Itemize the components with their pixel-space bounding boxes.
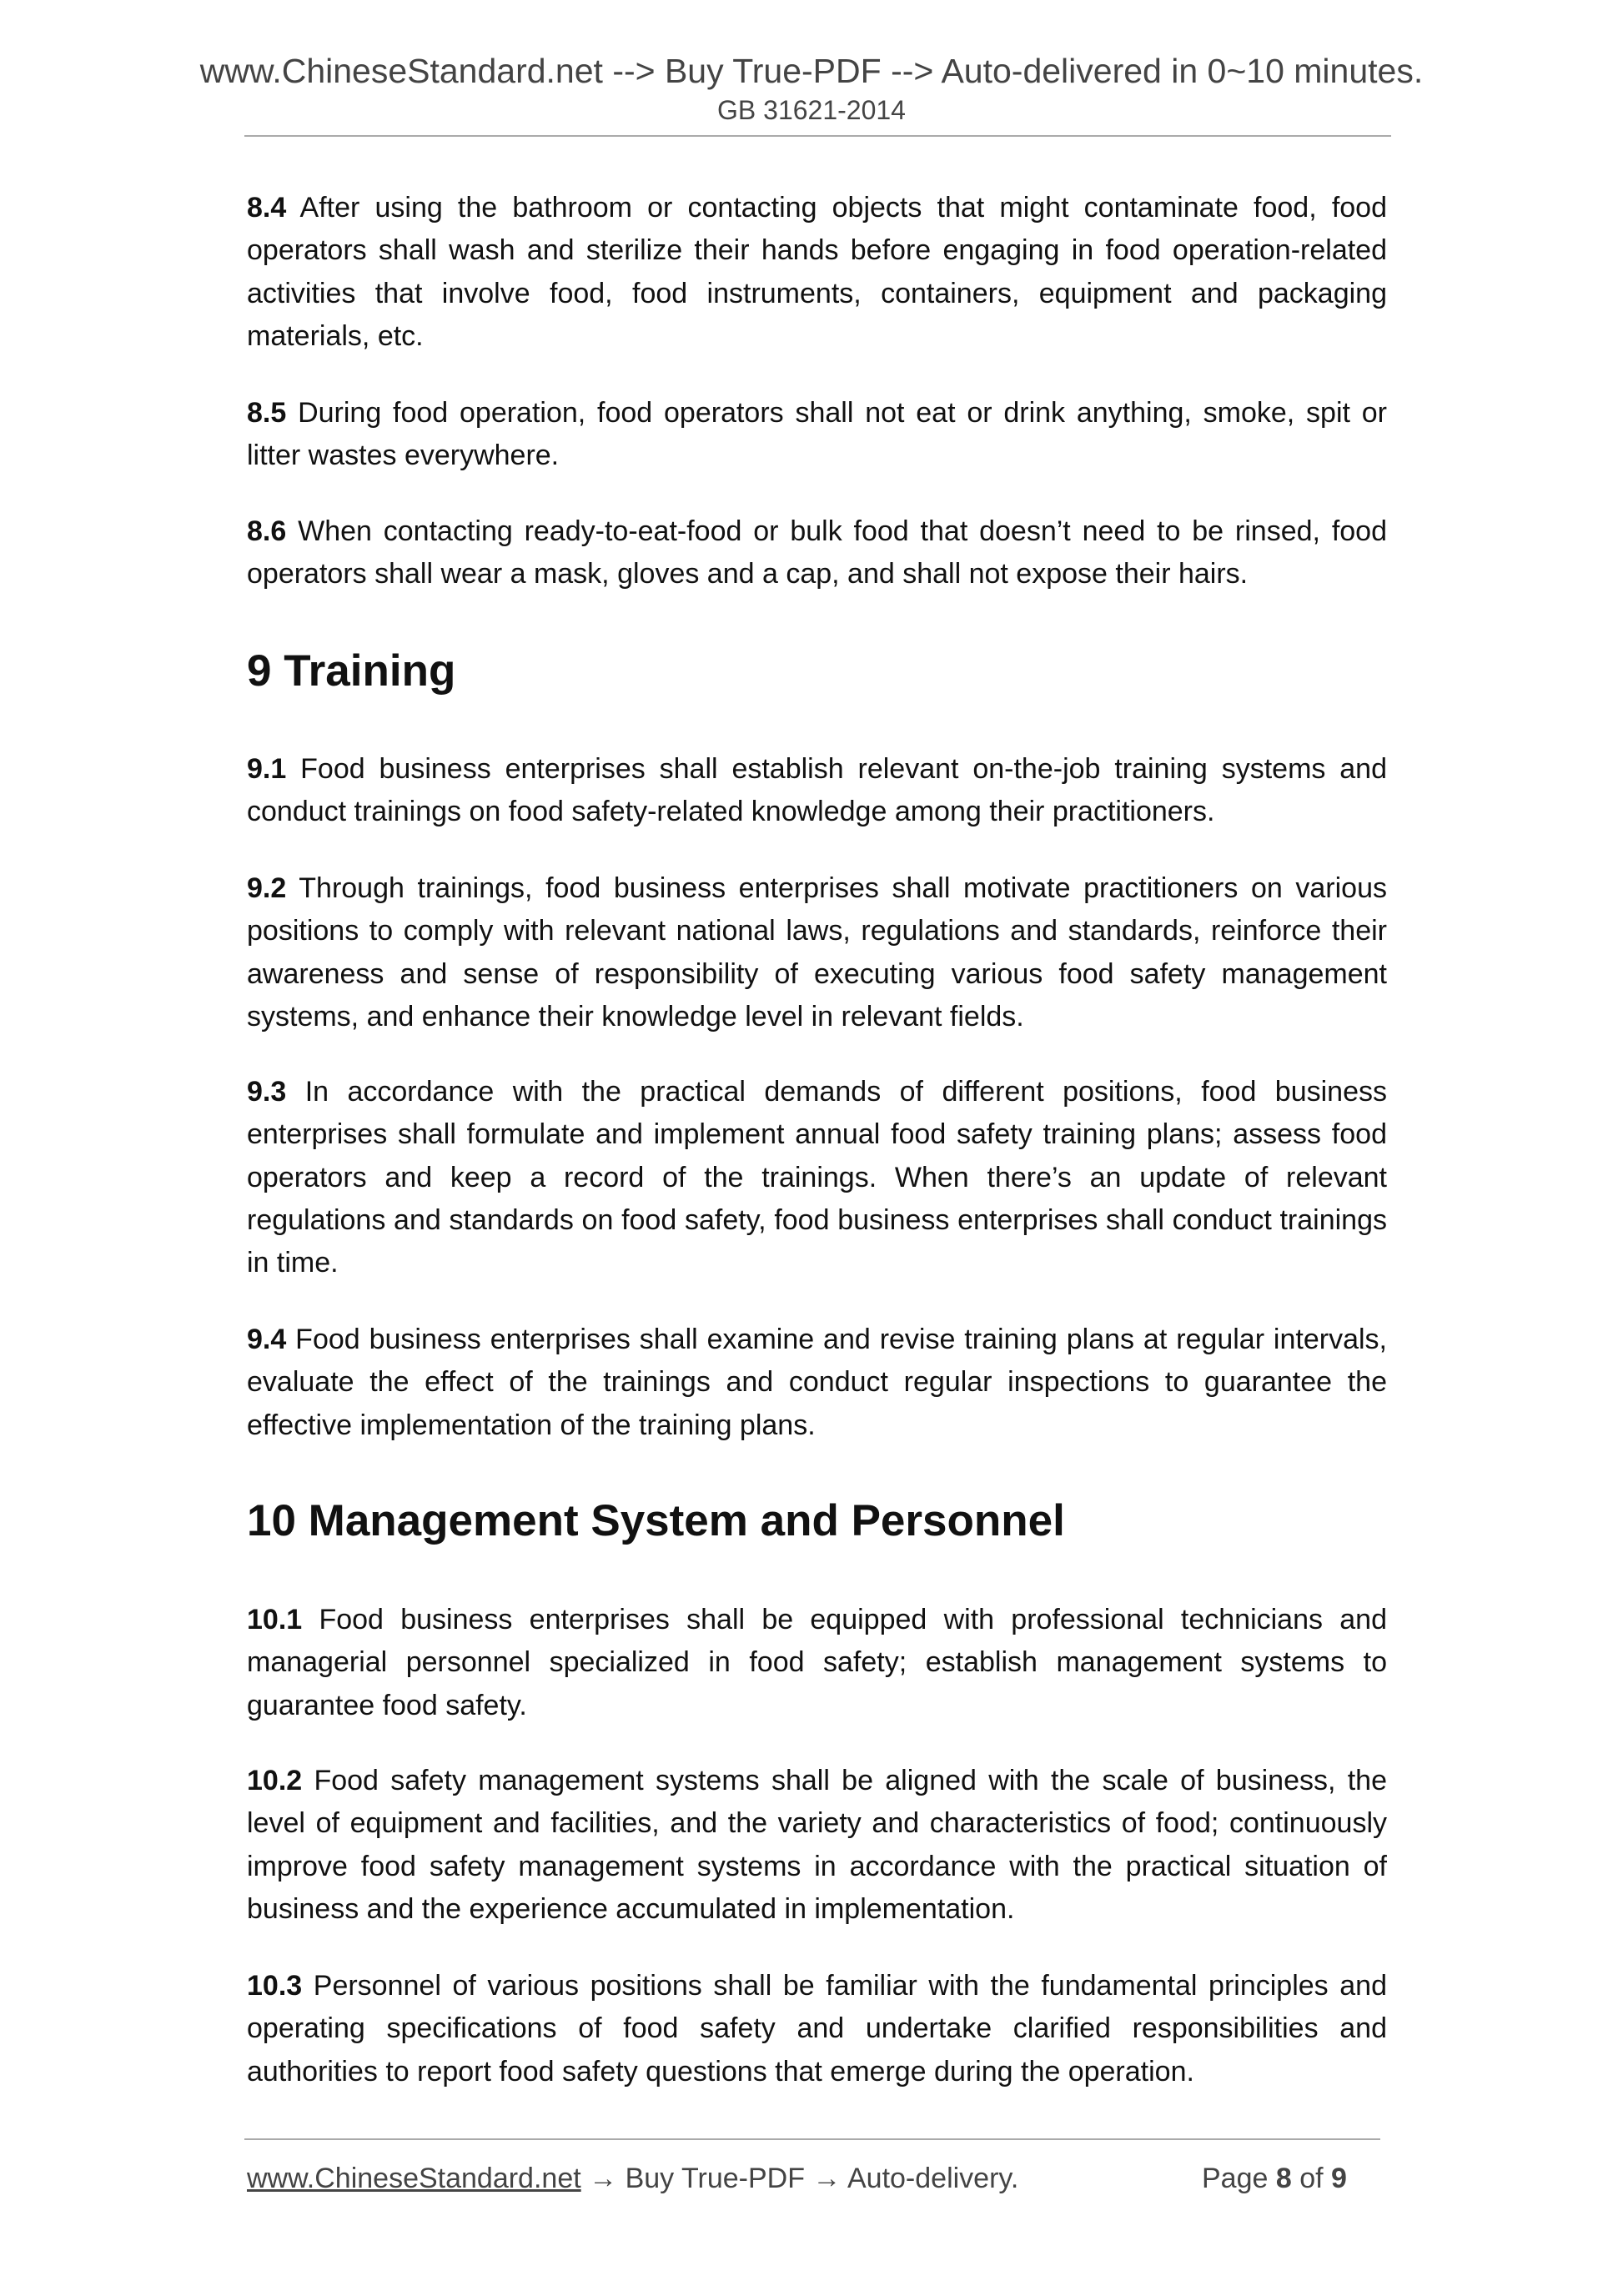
paragraph-10-2: 10.2 Food safety management systems shall be aligned with the scale of business, the level of equipment and facilities, and the variety and characteristics of food; continuously improve food safety management systems in accordance with the practical situation of business and the experience accumulated in implementation. xyxy=(247,1765,1387,1925)
paragraph-9-3: 9.3 In accordance with the practical demands of different positions, food business enterprises shall formulate and implement annual food safety training plans; assess food operators and keep a record of the trainings. When there’s an update of relevant regulations and standards on food safety, food business enterprises shall conduct trainings in time. xyxy=(247,1076,1387,1279)
paragraph-9-1: 9.1 Food business enterprises shall establish relevant on-the-job training systems and conduct trainings on food safety-related knowledge among their practitioners. xyxy=(247,753,1387,828)
header-rule xyxy=(244,135,1391,137)
paragraph-8-4: 8.4 After using the bathroom or contacting objects that might contaminate food, food operators shall wash and sterilize their hands before engaging in food operation-related activities that involve food, food instruments, containers, equipment and packaging materials, etc. xyxy=(247,192,1387,352)
header-banner: www.ChineseStandard.net --> Buy True-PDF --> Auto-delivered in 0~10 minutes. xyxy=(199,52,1424,90)
paragraph-10-1: 10.1 Food business enterprises shall be equipped with professional technicians and managerial personnel specialized in food safety; establish management systems to guarantee food safety. xyxy=(247,1604,1387,1721)
doc-code: GB 31621-2014 xyxy=(717,95,906,125)
paragraph-9-4: 9.4 Food business enterprises shall examine and revise training plans at regular intervals, evaluate the effect of the trainings and conduct regular inspections to guarantee the effective implementation of the training plans. xyxy=(247,1324,1387,1441)
paragraph-9-2: 9.2 Through trainings, food business enterprises shall motivate practitioners on various positions to comply with relevant national laws, regulations and standards, reinforce their awareness and sense of responsibility of executing various food safety management systems, and enhance their knowledge level in relevant fields. xyxy=(247,872,1387,1032)
heading-training: 9 Training xyxy=(247,646,456,696)
page-number: Page 8 of 9 xyxy=(1202,2163,1347,2194)
paragraph-10-3: 10.3 Personnel of various positions shall be familiar with the fundamental principles and operating specifications of food safety and undertake clarified responsibilities and authorities to report food safety questions that emerge during the operation. xyxy=(247,1970,1387,2088)
heading-management: 10 Management System and Personnel xyxy=(247,1496,1065,1545)
paragraph-8-5: 8.5 During food operation, food operators shall not eat or drink anything, smoke, spit or litter wastes everywhere. xyxy=(247,397,1387,472)
footer-rule xyxy=(244,2138,1380,2140)
footer-text: www.ChineseStandard.net → Buy True-PDF → Auto-delivery. xyxy=(247,2163,1019,2194)
paragraph-8-6: 8.6 When contacting ready-to-eat-food or bulk food that doesn’t need to be rinsed, food operators shall wear a mask, gloves and a cap, and shall not expose their hairs. xyxy=(247,515,1387,590)
footer-link[interactable]: www.ChineseStandard.net xyxy=(247,2163,581,2194)
